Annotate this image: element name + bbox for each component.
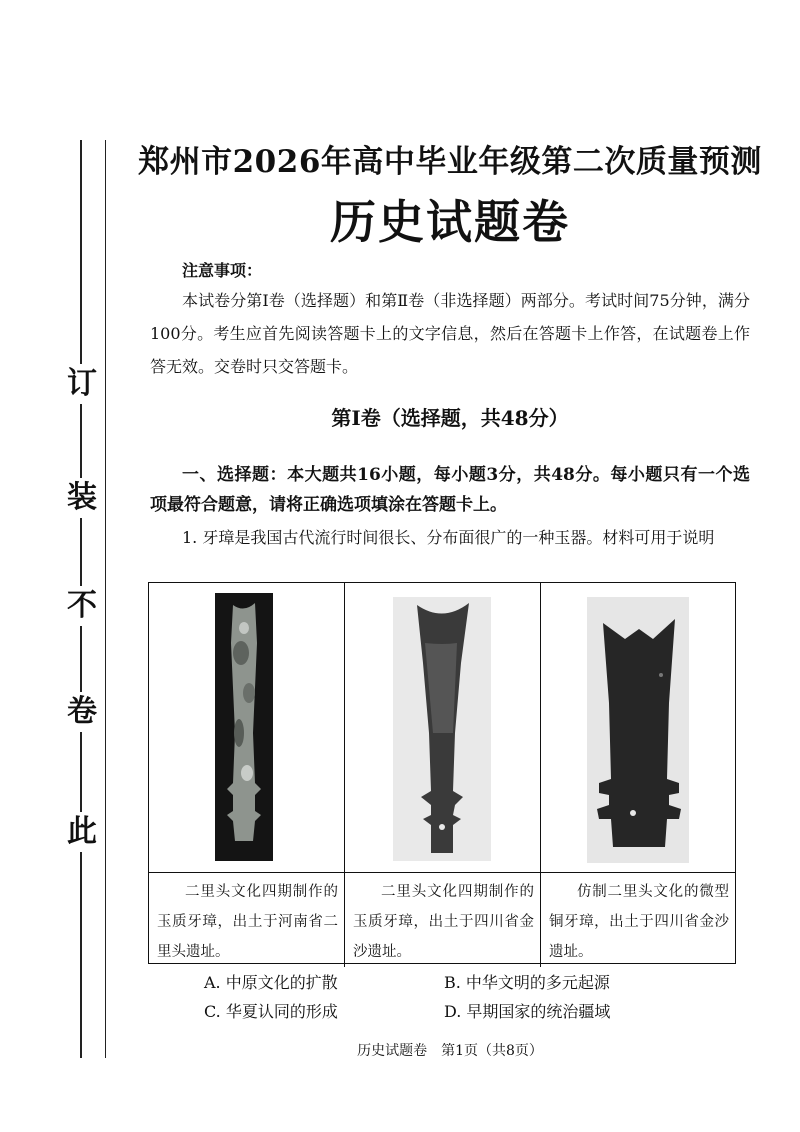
- jade-yazhang-image-1: [149, 583, 343, 871]
- part-title: 第Ⅰ卷（选择题，共48分）: [331, 406, 569, 430]
- notice-body: 本试卷分第Ⅰ卷（选择题）和第Ⅱ卷（非选择题）两部分。考试时间75分钟，满分100分。考生应首先阅读答题卡上的文字信息，然后在答题卡上作答，在试题卷上作答无效。交卷时只交答题卡。: [150, 291, 750, 376]
- figure-caption-cell-3: [541, 873, 735, 967]
- option-d: D. 早期国家的统治疆域: [444, 1002, 611, 1021]
- exam-title: 郑州市2026年高中毕业年级第二次质量预测: [138, 144, 762, 180]
- figure-table: [148, 582, 736, 964]
- figure-caption-1: 二里头文化四期制作的玉质牙璋，出土于河南省二里头遗址。: [157, 884, 338, 960]
- jade-yazhang-image-2: [345, 583, 539, 871]
- option-b: B. 中华文明的多元起源: [444, 973, 610, 992]
- figure-caption-cell-2: [345, 873, 541, 967]
- option-c: C. 华夏认同的形成: [204, 1002, 338, 1021]
- binding-char-4: 装: [60, 478, 104, 518]
- figure-image-3: [541, 583, 735, 873]
- binding-char-1: 此: [60, 812, 104, 852]
- notice-heading: 注意事项：: [182, 261, 263, 280]
- section-instructions: 一、选择题：本大题共16小题，每小题3分，共48分。每小题只有一个选项最符合题意，请将正确选项填涂在答题卡上。: [150, 465, 750, 515]
- figure-caption-cell-1: [149, 873, 345, 967]
- page-footer: 历史试题卷 第1页（共8页）: [357, 1043, 543, 1059]
- subject-title: 历史试题卷: [330, 195, 570, 249]
- figure-image-1: [149, 583, 345, 873]
- figure-image-2: [345, 583, 541, 873]
- figure-caption-2: 二里头文化四期制作的玉质牙璋，出土于四川省金沙遗址。: [353, 884, 534, 960]
- option-a: A. 中原文化的扩散: [204, 973, 338, 992]
- binding-char-3: 不: [60, 586, 104, 626]
- binding-char-2: 卷: [60, 692, 104, 732]
- binding-char-5: 订: [60, 364, 104, 404]
- question-stem: 1. 牙璋是我国古代流行时间很长、分布面很广的一种玉器。材料可用于说明: [182, 528, 715, 547]
- bronze-yazhang-image-3: [541, 583, 737, 871]
- figure-caption-3: 仿制二里头文化的微型铜牙璋，出土于四川省金沙遗址。: [549, 884, 729, 960]
- binding-line-inner: [105, 140, 106, 1058]
